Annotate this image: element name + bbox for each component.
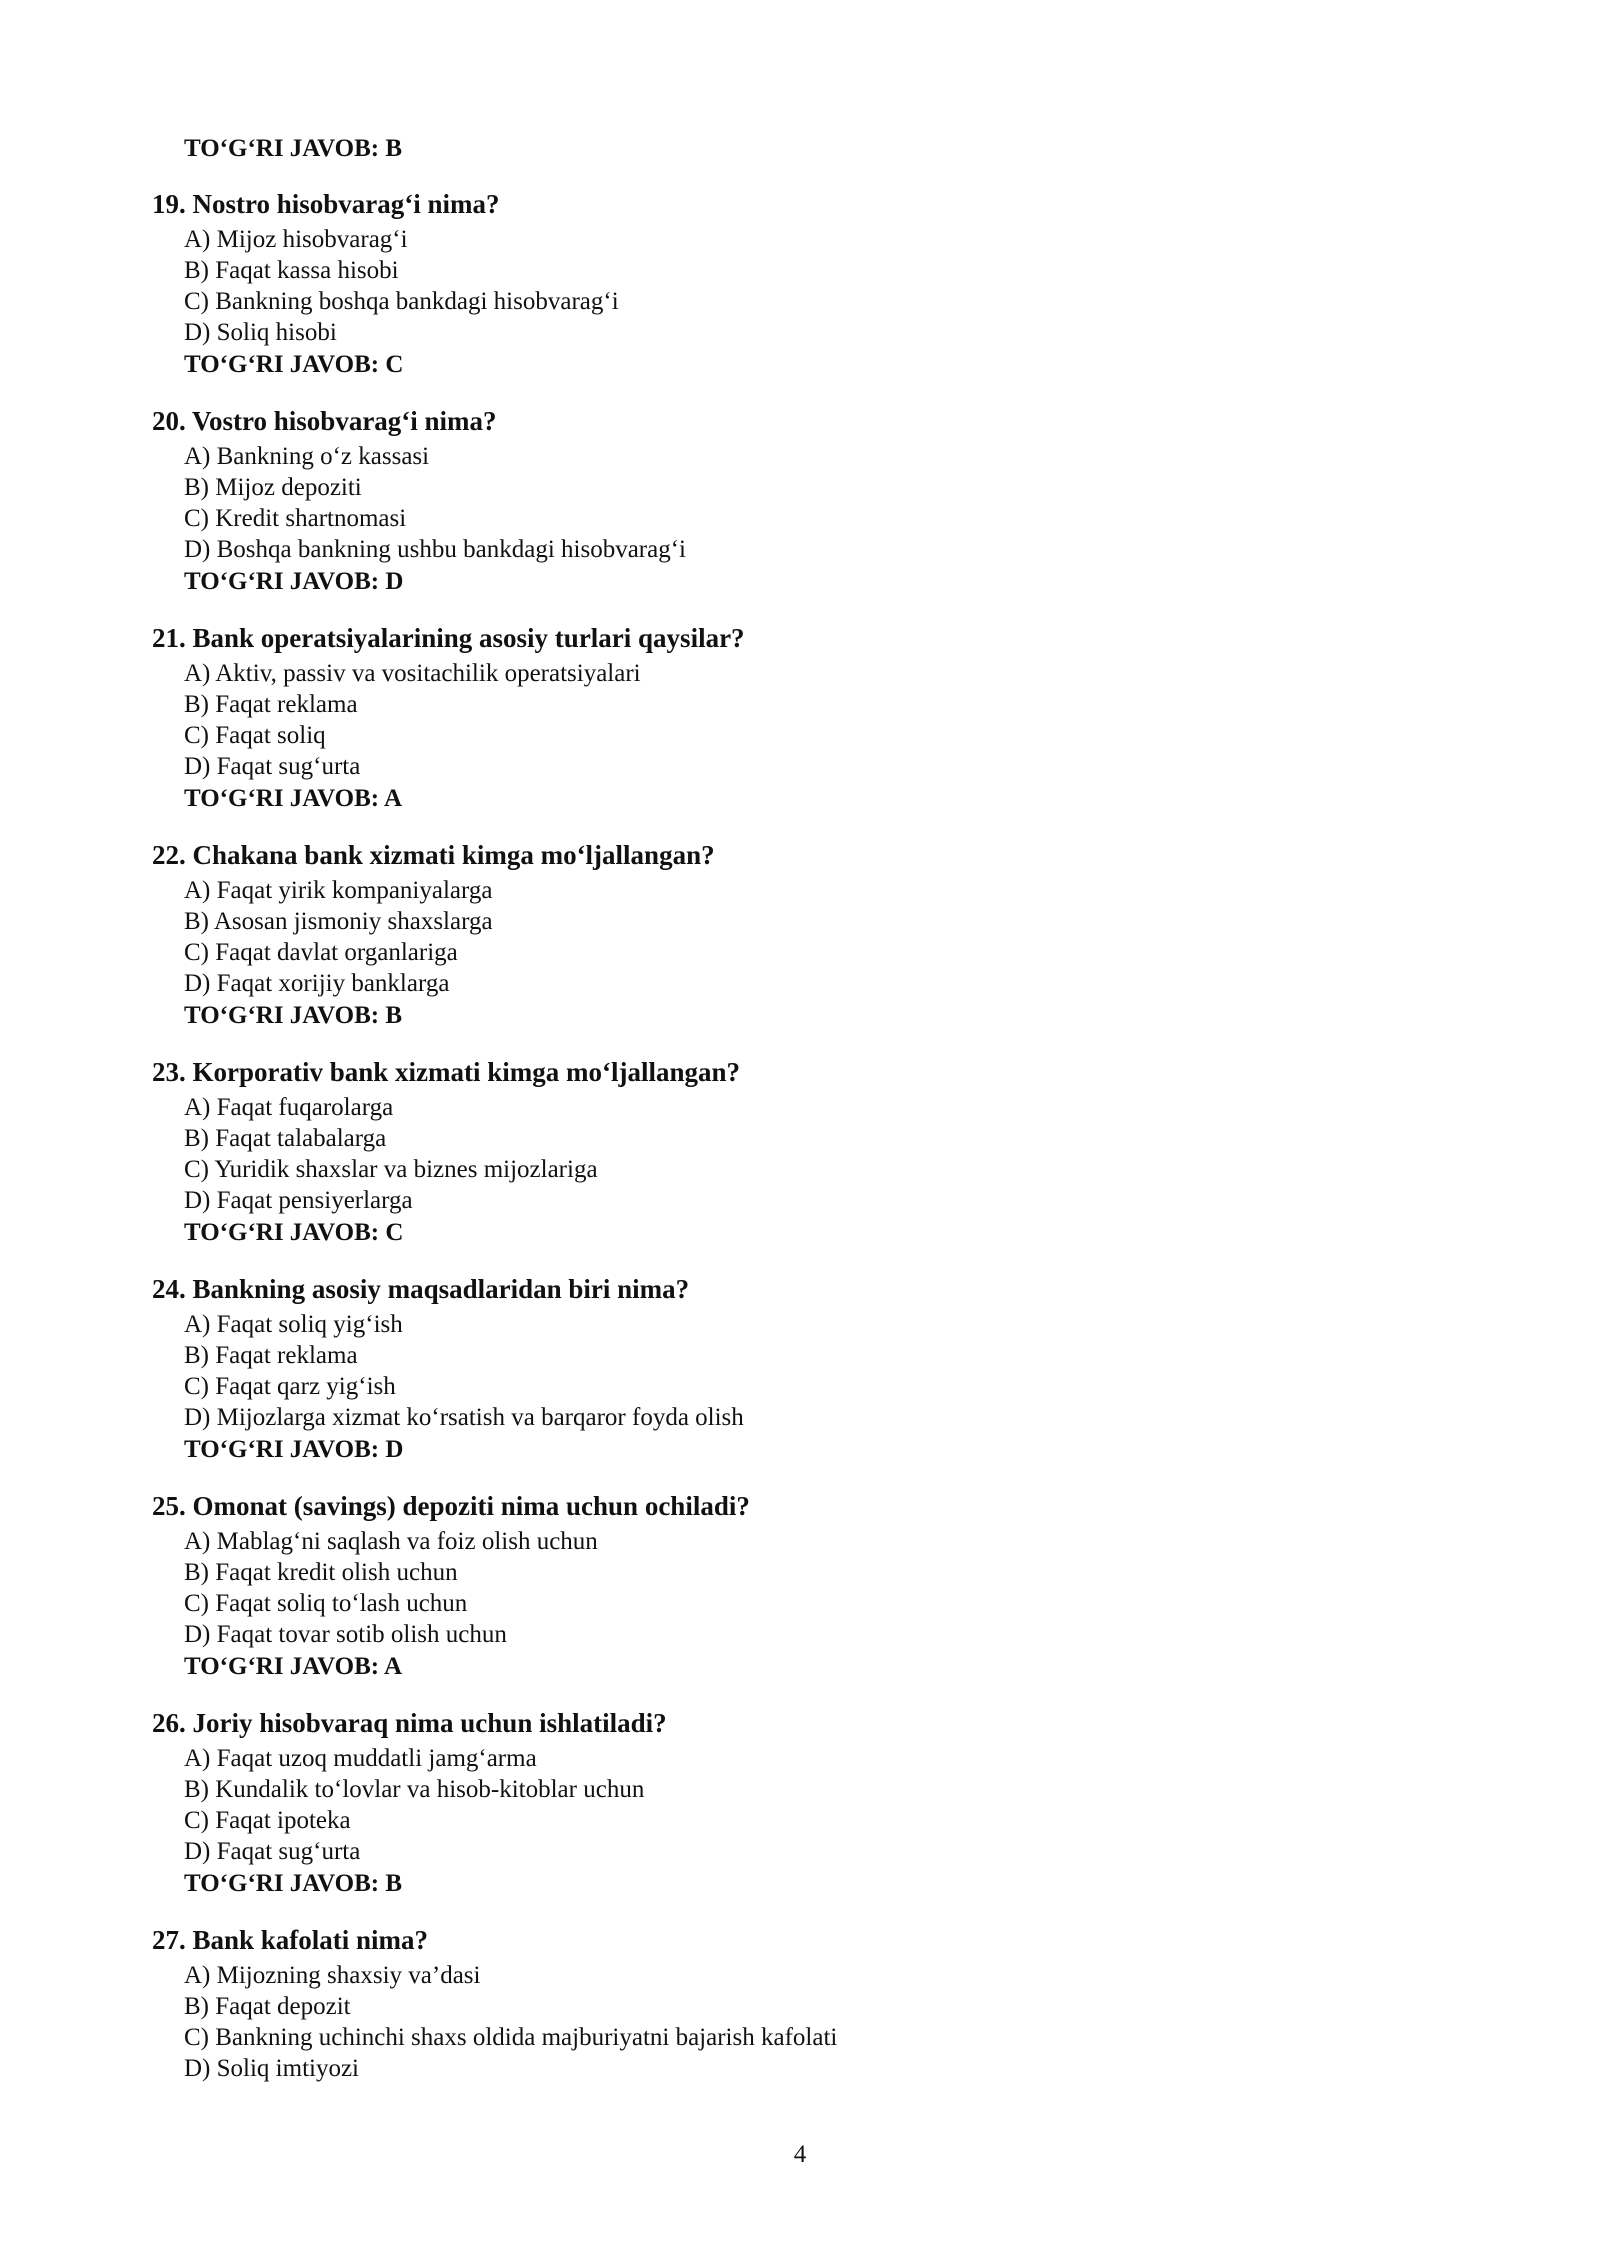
question-block xyxy=(152,403,1452,598)
answer-option: C) Yuridik shaxslar va biznes mijozlariga xyxy=(184,1156,598,1183)
question-block xyxy=(152,1922,1452,2084)
correct-answer: TO‘G‘RI JAVOB: B xyxy=(184,1002,403,1029)
question-list xyxy=(152,186,1452,2084)
answer-option: D) Faqat pensiyerlarga xyxy=(184,1187,413,1214)
page-content xyxy=(152,133,1452,2084)
question-title: 26. Joriy hisobvaraq nima uchun ishlatiladi? xyxy=(152,1708,667,1738)
answer-option: C) Bankning uchinchi shaxs oldida majburiyatni bajarish kafolati xyxy=(184,2024,838,2051)
correct-answer: TO‘G‘RI JAVOB: C xyxy=(184,1219,404,1246)
correct-answer: TO‘G‘RI JAVOB: D xyxy=(184,1436,404,1463)
correct-answer: TO‘G‘RI JAVOB: B xyxy=(184,1870,403,1897)
answer-option: C) Bankning boshqa bankdagi hisobvarag‘i xyxy=(184,288,619,315)
answer-option: D) Faqat sug‘urta xyxy=(184,753,361,780)
question-title: 22. Chakana bank xizmati kimga mo‘ljallangan? xyxy=(152,840,715,870)
answer-option: A) Mijoz hisobvarag‘i xyxy=(184,226,408,253)
correct-answer: TO‘G‘RI JAVOB: C xyxy=(184,351,404,378)
correct-answer: TO‘G‘RI JAVOB: A xyxy=(184,785,403,812)
question-title: 23. Korporativ bank xizmati kimga mo‘ljallangan? xyxy=(152,1057,741,1087)
question-block xyxy=(152,620,1452,815)
answer-option: A) Faqat soliq yig‘ish xyxy=(184,1311,403,1338)
answer-option: D) Mijozlarga xizmat ko‘rsatish va barqaror foyda olish xyxy=(184,1404,744,1431)
question-title: 27. Bank kafolati nima? xyxy=(152,1925,429,1955)
question-title: 20. Vostro hisobvarag‘i nima? xyxy=(152,406,497,436)
answer-option: C) Kredit shartnomasi xyxy=(184,505,407,532)
question-title: 24. Bankning asosiy maqsadlaridan biri nima? xyxy=(152,1274,690,1304)
answer-option: D) Faqat tovar sotib olish uchun xyxy=(184,1621,507,1648)
answer-option: B) Faqat depozit xyxy=(184,1993,351,2020)
question-title: 25. Omonat (savings) depoziti nima uchun ochiladi? xyxy=(152,1491,750,1521)
answer-option: D) Faqat sug‘urta xyxy=(184,1838,361,1865)
answer-option: C) Faqat davlat organlariga xyxy=(184,939,458,966)
answer-option: C) Faqat ipoteka xyxy=(184,1807,351,1834)
answer-option: C) Faqat qarz yig‘ish xyxy=(184,1373,396,1400)
answer-option: D) Soliq imtiyozi xyxy=(184,2055,359,2082)
question-block xyxy=(152,837,1452,1032)
answer-option: B) Faqat kassa hisobi xyxy=(184,257,399,284)
correct-answer: TO‘G‘RI JAVOB: A xyxy=(184,1653,403,1680)
answer-option: A) Faqat uzoq muddatli jamg‘arma xyxy=(184,1745,537,1772)
answer-option: A) Faqat yirik kompaniyalarga xyxy=(184,877,493,904)
answer-option: A) Bankning o‘z kassasi xyxy=(184,443,430,470)
answer-option: D) Boshqa bankning ushbu bankdagi hisobvarag‘i xyxy=(184,536,687,563)
answer-option: B) Faqat reklama xyxy=(184,1342,358,1369)
correct-answer: TO‘G‘RI JAVOB: D xyxy=(184,568,404,595)
question-block xyxy=(152,1271,1452,1466)
answer-option: B) Asosan jismoniy shaxslarga xyxy=(184,908,493,935)
answer-option: B) Mijoz depoziti xyxy=(184,474,362,501)
question-title: 21. Bank operatsiyalarining asosiy turlari qaysilar? xyxy=(152,623,745,653)
question-block xyxy=(152,1488,1452,1683)
answer-option: A) Faqat fuqarolarga xyxy=(184,1094,394,1121)
answer-option: B) Kundalik to‘lovlar va hisob-kitoblar uchun xyxy=(184,1776,645,1803)
answer-option: D) Soliq hisobi xyxy=(184,319,337,346)
answer-option: A) Mablag‘ni saqlash va foiz olish uchun xyxy=(184,1528,598,1555)
question-block xyxy=(152,1054,1452,1249)
answer-option: B) Faqat kredit olish uchun xyxy=(184,1559,458,1586)
question-title: 19. Nostro hisobvarag‘i nima? xyxy=(152,189,500,219)
answer-option: A) Mijozning shaxsiy va’dasi xyxy=(184,1962,481,1989)
answer-option: C) Faqat soliq xyxy=(184,722,326,749)
answer-option: B) Faqat talabalarga xyxy=(184,1125,387,1152)
question-block xyxy=(152,186,1452,381)
page-number: 4 xyxy=(793,2141,807,2168)
correct-answer-carryover: TO‘G‘RI JAVOB: B xyxy=(184,135,403,162)
answer-option: A) Aktiv, passiv va vositachilik operatsiyalari xyxy=(184,660,641,687)
answer-option: D) Faqat xorijiy banklarga xyxy=(184,970,450,997)
answer-option: B) Faqat reklama xyxy=(184,691,358,718)
answer-option: C) Faqat soliq to‘lash uchun xyxy=(184,1590,468,1617)
question-block xyxy=(152,1705,1452,1900)
